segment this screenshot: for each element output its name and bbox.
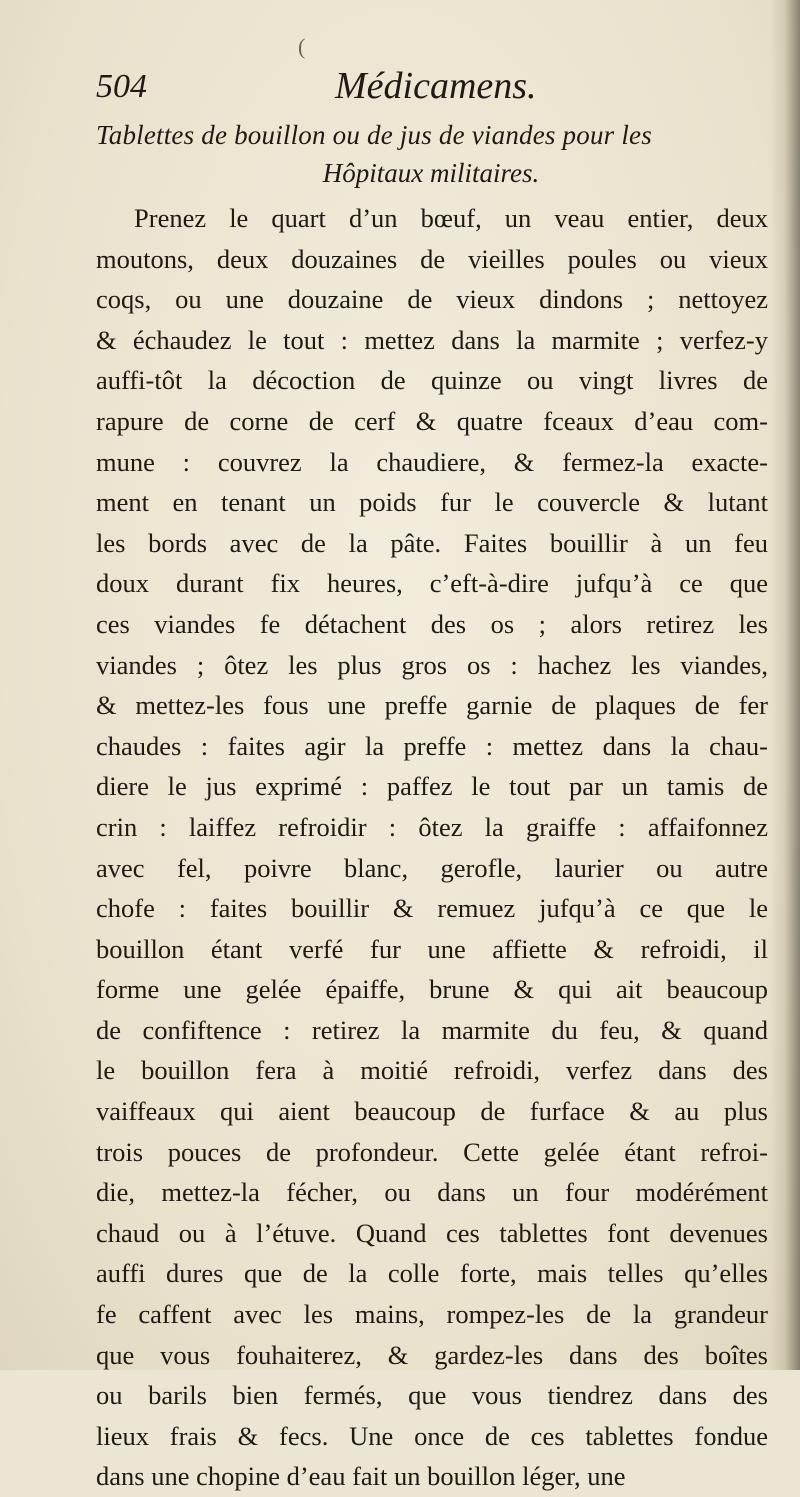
page-number: 504	[96, 68, 147, 105]
text-line: doux durant fix heures, c’eft-à-dire jufqu’à ce que	[96, 568, 768, 599]
section-title	[96, 116, 766, 192]
text-line: diere le jus exprimé : paffez le tout par un tamis de	[96, 771, 768, 802]
running-head: Médicamens.	[335, 65, 537, 107]
page-header	[0, 60, 800, 120]
text-line: trois pouces de profondeur. Cette gelée étant refroi-	[96, 1136, 768, 1167]
title-line-2: Hôpitaux militaires.	[322, 158, 540, 188]
text-line: lieux frais & fecs. Une once de ces tablettes fondue	[96, 1420, 768, 1451]
text-line: & échaudez le tout : mettez dans la marmite ; verfez-y	[96, 324, 768, 355]
text-line: viandes ; ôtez les plus gros os : hachez les viandes,	[96, 649, 768, 680]
text-line: die, mettez-la fécher, ou dans un four modérément	[96, 1177, 768, 1208]
title-line-1: Tablettes de bouillon ou de jus de viandes pour les	[96, 120, 652, 150]
text-line: dans une chopine d’eau fait un bouillon léger, une	[96, 1461, 626, 1492]
text-line: chaud ou à l’étuve. Quand ces tablettes font devenues	[96, 1217, 768, 1248]
text-line: mune : couvrez la chaudiere, & fermez-la exacte-	[96, 446, 768, 477]
text-line: Prenez le quart d’un bœuf, un veau entier, deux	[134, 203, 768, 233]
body-paragraph	[96, 198, 768, 1497]
text-line: chaudes : faites agir la preffe : mettez dans la chau-	[96, 730, 768, 761]
text-line: coqs, ou une douzaine de vieux dindons ; nettoyez	[96, 284, 768, 315]
text-line: auffi-tôt la décoction de quinze ou vingt livres de	[96, 365, 768, 396]
text-line: de confiftence : retirez la marmite du feu, & quand	[96, 1014, 768, 1045]
text-line: chofe : faites bouillir & remuez jufqu’à ce que le	[96, 893, 768, 924]
text-line: rapure de corne de cerf & quatre fceaux d’eau com-	[96, 405, 768, 436]
text-line: auffi dures que de la colle forte, mais telles qu’elles	[96, 1258, 768, 1289]
text-line: les bords avec de la pâte. Faites bouillir à un feu	[96, 527, 768, 558]
text-line: ment en tenant un poids fur le couvercle & lutant	[96, 487, 768, 518]
text-line: fe caffent avec les mains, rompez-les de la grandeur	[96, 1299, 768, 1330]
text-line: crin : laiffez refroidir : ôtez la graiffe : affaifonnez	[96, 811, 768, 842]
text-line: le bouillon fera à moitié refroidi, verfez dans des	[96, 1055, 768, 1086]
text-line: vaiffeaux qui aient beaucoup de furface & au plus	[96, 1096, 768, 1127]
text-line: forme une gelée épaiffe, brune & qui ait beaucoup	[96, 974, 768, 1005]
text-line: bouillon étant verfé fur une affiette & refroidi, il	[96, 933, 768, 964]
stray-mark: (	[298, 34, 306, 59]
text-line: ou barils bien fermés, que vous tiendrez dans des	[96, 1380, 768, 1411]
text-line: ces viandes fe détachent des os ; alors retirez les	[96, 608, 768, 639]
text-line: que vous fouhaiterez, & gardez-les dans des boîtes	[96, 1339, 768, 1370]
text-line: moutons, deux douzaines de vieilles poules ou vieux	[96, 243, 768, 274]
text-line: & mettez-les fous une preffe garnie de plaques de fer	[96, 690, 768, 721]
text-line: avec fel, poivre blanc, gerofle, laurier ou autre	[96, 852, 768, 883]
